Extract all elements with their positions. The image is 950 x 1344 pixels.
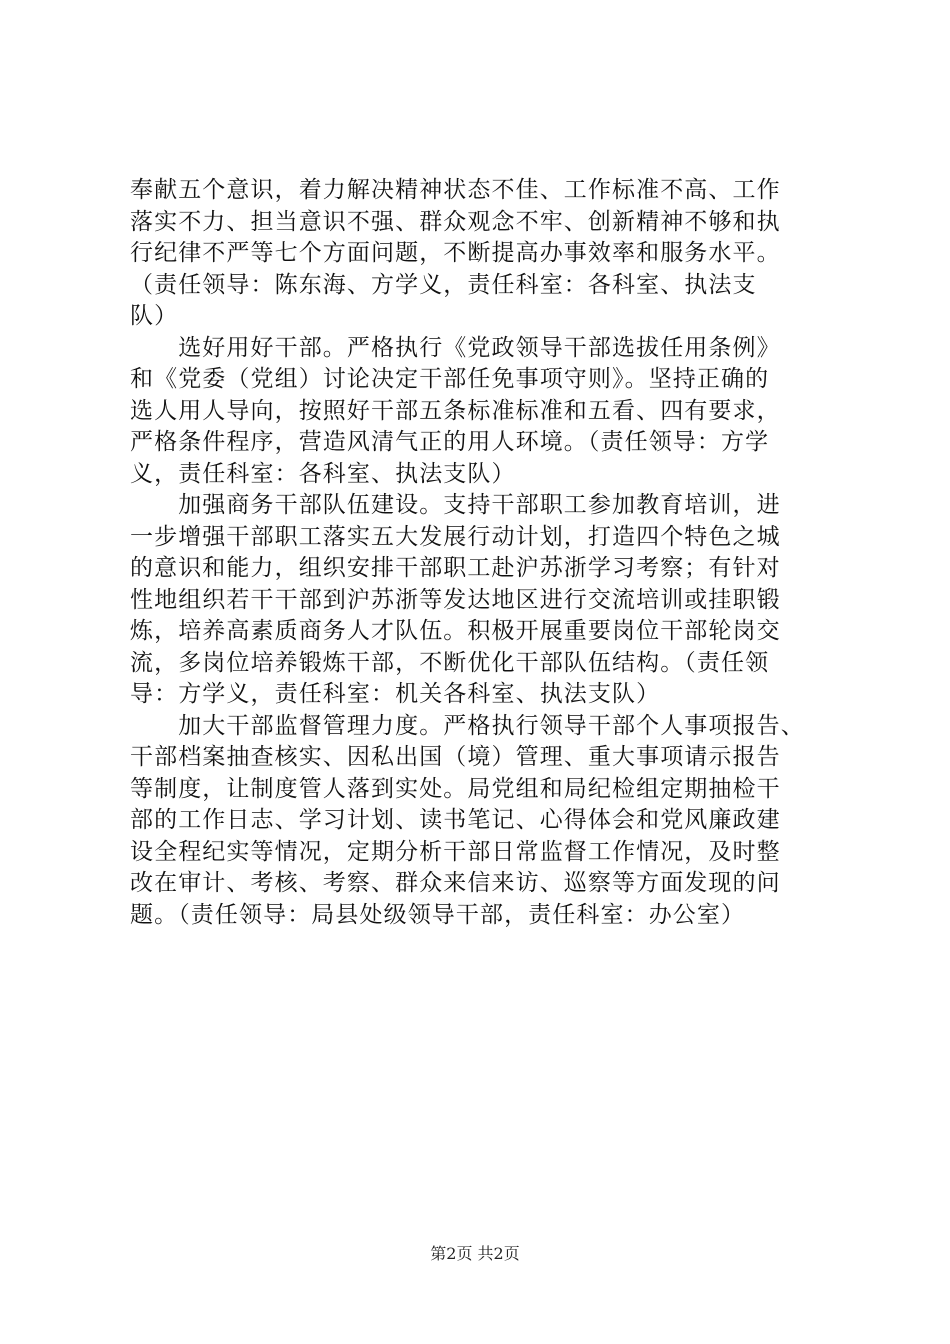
text-line: 严格条件程序，营造风清气正的用人环境。（责任领导：方学 — [130, 429, 770, 455]
text-line: 改在审计、考核、考察、群众来信来访、巡察等方面发现的问 — [130, 870, 781, 896]
paragraph-start-line: 选好用好干部。严格执行《党政领导干部选拔任用条例》 — [130, 334, 781, 361]
text-line: 义，责任科室：各科室、执法支队） — [130, 460, 516, 487]
text-line: 性地组织若干干部到沪苏浙等发达地区进行交流培训或挂职锻 — [130, 586, 781, 613]
text-line: 等制度，让制度管人落到实处。局党组和局纪检组定期抽检干 — [130, 775, 781, 802]
text-line: 一步增强干部职工落实五大发展行动计划，打造四个特色之城 — [130, 523, 781, 550]
text-line: 队） — [130, 303, 179, 329]
text-line: 的意识和能力，组织安排干部职工赴沪苏浙学习考察；有针对 — [130, 555, 781, 581]
text-line: 炼，培养高素质商务人才队伍。积极开展重要岗位干部轮岗交 — [130, 618, 781, 644]
text-line: 题。（责任领导：局县处级领导干部，责任科室：办公室） — [130, 901, 746, 928]
document-body — [130, 175, 832, 931]
text-line: 奉献五个意识，着力解决精神状态不佳、工作标准不高、工作 — [130, 177, 781, 203]
paragraph-start-line: 加大干部监督管理力度。严格执行领导干部个人事项报告、 — [130, 712, 805, 739]
text-line: 导：方学义，责任科室：机关各科室、执法支队） — [130, 681, 661, 707]
page-number-footer: 第2页 共2页 — [430, 1244, 520, 1263]
text-line: （责任领导：陈东海、方学义，责任科室：各科室、执法支 — [130, 271, 757, 298]
text-line: 选人用人导向，按照好干部五条标准标准和五看、四有要求， — [130, 397, 781, 424]
text-line: 干部档案抽查核实、因私出国（境）管理、重大事项请示报告 — [130, 744, 781, 770]
text-line: 落实不力、担当意识不强、群众观念不牢、创新精神不够和执 — [130, 208, 781, 235]
paragraph-start-line: 加强商务干部队伍建设。支持干部职工参加教育培训，进 — [130, 492, 781, 518]
text-line: 行纪律不严等七个方面问题，不断提高办事效率和服务水平。 — [130, 240, 781, 266]
text-line: 流，多岗位培养锻炼干部，不断优化干部队伍结构。（责任领 — [130, 649, 770, 676]
text-line: 设全程纪实等情况，定期分析干部日常监督工作情况，及时整 — [130, 838, 781, 865]
text-line: 部的工作日志、学习计划、读书笔记、心得体会和党风廉政建 — [130, 807, 781, 833]
text-line: 和《党委（党组）讨论决定干部任免事项守则》。坚持正确的 — [130, 366, 770, 392]
